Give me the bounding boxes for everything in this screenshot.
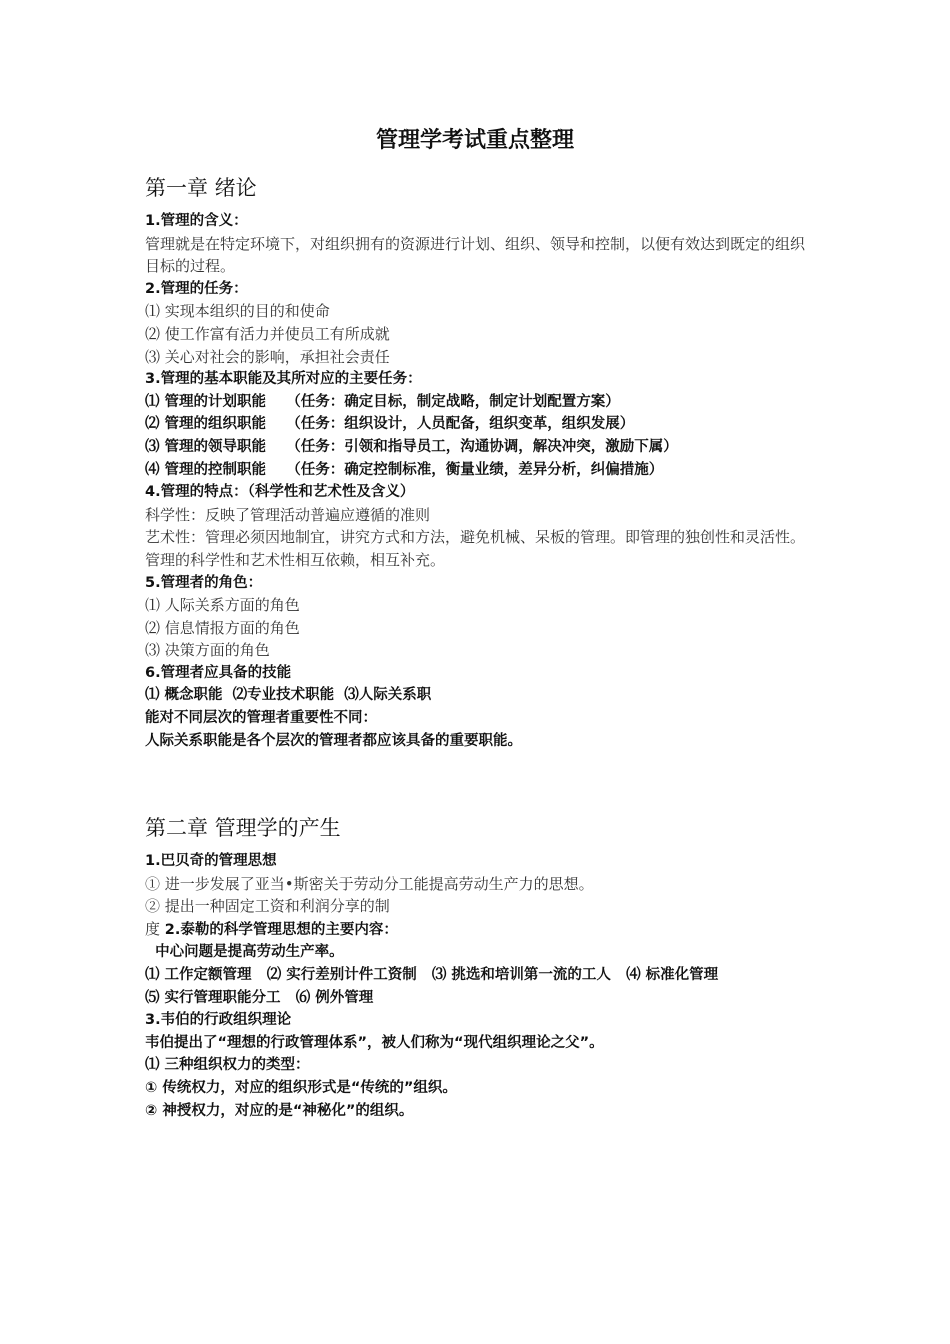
text-line-bold: ⑷ 管理的控制职能 （任务：确定控制标准，衡量业绩，差异分析，纠偏措施）: [145, 461, 664, 478]
list-item: ① 进一步发展了亚当•斯密关于劳动分工能提高劳动生产力的思想。: [145, 874, 594, 893]
text-line: ⑵ 使工作富有活力并使员工有所成就: [145, 324, 390, 343]
text-line: 管理的科学性和艺术性相互依赖，相互补充。: [145, 550, 446, 569]
list-item: ② 提出一种固定工资和利润分享的制: [145, 897, 390, 916]
chapter-1-body: [145, 210, 810, 752]
text-line-bold: ⑶ 管理的领导职能 （任务：引领和指导员工，沟通协调，解决冲突，激励下属）: [145, 438, 678, 455]
continuation-text: 度: [145, 919, 165, 938]
text-line-bold: ⑵ 管理的组织职能 （任务：组织设计，人员配备，组织变革，组织发展）: [145, 416, 635, 433]
text-line-bold: 5.管理者的角色：: [145, 574, 263, 591]
text-line: ⑵ 信息情报方面的角色: [145, 618, 300, 637]
list-item: ② 神授权力，对应的是“神秘化”的组织。: [145, 1102, 414, 1119]
text-line-bold: 3.管理的基本职能及其所对应的主要任务：: [145, 371, 422, 388]
text-line-bold: 1.管理的含义：: [145, 213, 248, 229]
text-line: 艺术性：管理必须因地制宜，讲究方式和方法，避免机械、呆板的管理。即管理的独创性和灵活性。: [145, 528, 806, 547]
text-line: ⑴ 人际关系方面的角色: [145, 596, 300, 615]
text-line-bold: 人际关系职能是各个层次的管理者都应该具备的重要职能。: [145, 732, 522, 749]
text-line: ⑶ 关心对社会的影响，承担社会责任: [145, 347, 390, 366]
chapter-1-heading: 第一章 绪论: [145, 176, 257, 200]
text-line-bold: 2.管理的任务：: [145, 280, 248, 297]
list-item: ① 传统权力，对应的组织形式是“传统的”组织。: [145, 1079, 457, 1096]
chapter-2-heading: 第二章 管理学的产生: [145, 816, 341, 840]
text-line-bold: 6.管理者应具备的技能: [145, 664, 292, 681]
text-line: ⑶ 决策方面的角色: [145, 641, 270, 660]
text-line: 管理就是在特定环境下，对组织拥有的资源进行计划、组织、领导和控制，以便有效达到既定的组织目标的过程。: [145, 234, 806, 276]
page-title: 管理学考试重点整理: [375, 128, 574, 153]
section-heading-weber: 3.韦伯的行政组织理论: [145, 1012, 292, 1029]
section-heading-babbage: 1.巴贝奇的管理思想: [145, 853, 277, 869]
list-item: ⑴ 工作定额管理 ⑵ 实行差别计件工资制 ⑶ 挑选和培训第一流的工人 ⑷ 标准化管理: [145, 966, 719, 983]
list-item: ⑴ 三种组织权力的类型：: [145, 1057, 310, 1074]
section-heading-taylor: 2.泰勒的科学管理思想的主要内容：: [164, 921, 398, 938]
list-item: ⑸ 实行管理职能分工 ⑹ 例外管理: [145, 989, 374, 1006]
text-line-bold: 能对不同层次的管理者重要性不同：: [145, 710, 377, 727]
paragraph-text: 中心问题是提高劳动生产率。: [145, 944, 344, 961]
text-line-bold: ⑴ 管理的计划职能 （任务：确定目标，制定战略，制定计划配置方案）: [145, 393, 620, 410]
text-line: 科学性：反映了管理活动普遍应遵循的准则: [145, 505, 431, 524]
text-line-bold: 4.管理的特点：（科学性和艺术性及含义）: [145, 484, 415, 501]
paragraph-text: 韦伯提出了“理想的行政管理体系”，被人们称为“现代组织理论之父”。: [145, 1034, 604, 1051]
chapter-1-section: [145, 172, 810, 752]
text-line-bold: ⑴ 概念职能 ⑵专业技术职能 ⑶人际关系职: [145, 687, 432, 704]
text-line: ⑴ 实现本组织的目的和使命: [145, 302, 330, 321]
mixed-line: [145, 918, 810, 942]
chapter-2-section: [145, 812, 810, 1122]
